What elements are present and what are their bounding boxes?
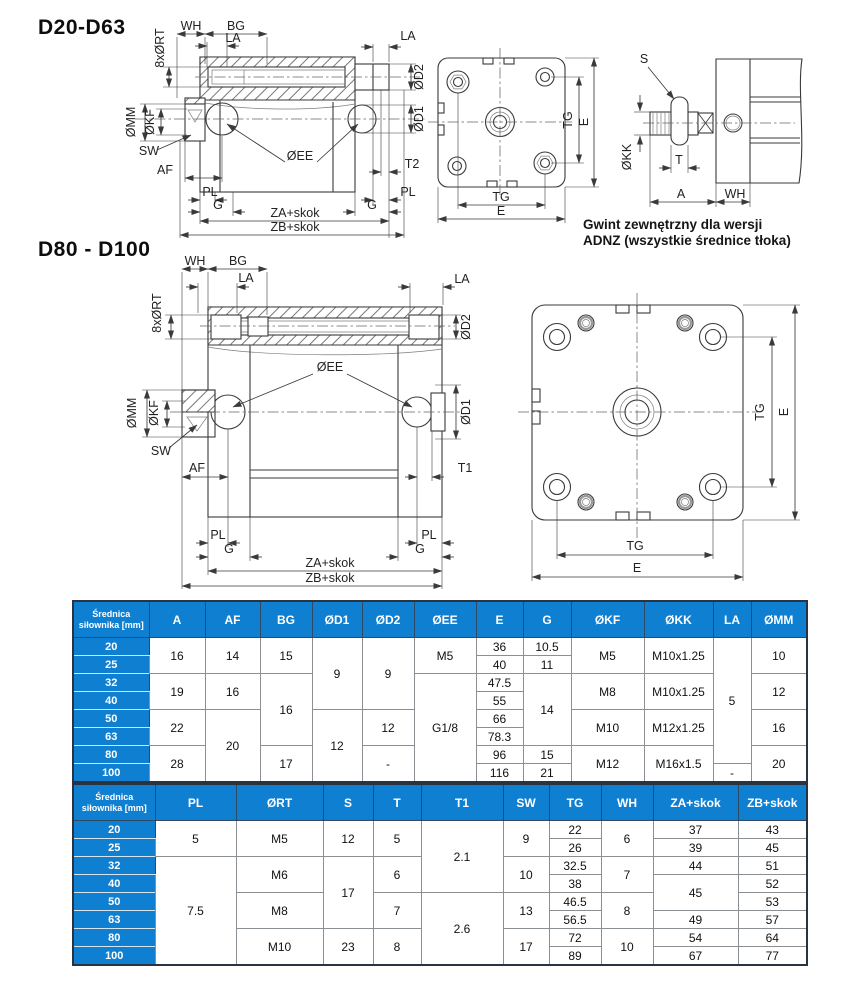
value-cell: 44	[653, 857, 738, 875]
column-header: LA	[713, 601, 751, 638]
dim-label-e: E	[577, 117, 591, 127]
value-cell: 66	[476, 710, 523, 728]
dim-label-t2: T2	[404, 157, 420, 171]
dim-label-od1: ØD1	[412, 106, 426, 132]
value-cell: 2.1	[421, 821, 503, 893]
value-cell: 56.5	[549, 911, 601, 929]
dim-label-bg: BG	[226, 19, 246, 33]
dim-label-la: LA	[454, 272, 470, 286]
column-header: E	[476, 601, 523, 638]
value-cell: 46.5	[549, 893, 601, 911]
dim-label-sw: SW	[138, 144, 160, 158]
value-cell: M12x1.25	[644, 710, 713, 746]
dim-label-pl: PL	[210, 528, 226, 542]
dim-label-g: G	[367, 198, 377, 212]
value-cell: 5	[713, 638, 751, 764]
value-cell: 51	[738, 857, 807, 875]
row-header-diameter: 63	[73, 911, 155, 929]
value-cell: 21	[523, 764, 571, 783]
value-cell: 12	[323, 821, 373, 857]
column-header-diameter: Średnica siłownika [mm]	[73, 784, 155, 821]
dim-label-od2: ØD2	[459, 314, 473, 340]
value-cell: 2.6	[421, 893, 503, 966]
value-cell: 36	[476, 638, 523, 656]
section-title-d80-d100: D80 - D100	[38, 238, 151, 261]
value-cell: 9	[362, 638, 414, 710]
value-cell: 10	[751, 638, 807, 674]
dim-label-t: T	[675, 153, 683, 167]
dim-label-g: G	[213, 198, 223, 212]
value-cell: 116	[476, 764, 523, 783]
value-cell: 16	[149, 638, 205, 674]
d20-d63-end-view	[425, 45, 610, 235]
d80-d100-end-view	[515, 290, 825, 590]
dim-label-oee: ØEE	[286, 149, 314, 163]
dim-label-za: ZA+skok	[305, 556, 355, 570]
dim-label-wh: WH	[180, 19, 202, 33]
value-cell: 15	[523, 746, 571, 764]
column-header: ØD1	[312, 601, 362, 638]
row-header-diameter: 20	[73, 821, 155, 839]
value-cell: 16	[751, 710, 807, 746]
value-cell: M10x1.25	[644, 638, 713, 674]
value-cell: 32.5	[549, 857, 601, 875]
column-header: T	[373, 784, 421, 821]
dim-label-la: LA	[225, 31, 241, 45]
row-header-diameter: 25	[73, 839, 155, 857]
column-header: ØMM	[751, 601, 807, 638]
dim-label-zb: ZB+skok	[270, 220, 320, 234]
dim-label-e: E	[632, 561, 642, 575]
value-cell: 17	[323, 857, 373, 929]
value-cell: 16	[205, 674, 260, 710]
column-header: TG	[549, 784, 601, 821]
value-cell: 38	[549, 875, 601, 893]
dim-label-wh: WH	[184, 254, 206, 268]
value-cell: 8	[373, 929, 421, 966]
cylinder-body	[170, 307, 460, 517]
value-cell: 40	[476, 656, 523, 674]
value-cell: M12	[571, 746, 644, 783]
dim-label-tg: TG	[492, 190, 510, 204]
d20-d63-section-drawing	[115, 12, 445, 260]
dim-label-omm: ØMM	[124, 106, 138, 138]
dim-label-za: ZA+skok	[270, 206, 320, 220]
row-header-diameter: 20	[73, 638, 149, 656]
value-cell: 7	[601, 857, 653, 893]
column-header: T1	[421, 784, 503, 821]
value-cell: 43	[738, 821, 807, 839]
adnz-caption-line2: ADNZ (wszystkie średnice tłoka)	[583, 233, 791, 249]
column-header: S	[323, 784, 373, 821]
value-cell: 22	[549, 821, 601, 839]
adnz-caption	[583, 217, 823, 250]
value-cell: M16x1.5	[644, 746, 713, 783]
dim-label-la: LA	[238, 271, 254, 285]
value-cell: 11	[523, 656, 571, 674]
value-cell: 8	[601, 893, 653, 929]
value-cell: 55	[476, 692, 523, 710]
row-header-diameter: 80	[73, 746, 149, 764]
row-header-diameter: 40	[73, 692, 149, 710]
value-cell: 45	[738, 839, 807, 857]
section-title-d20-d63: D20-D63	[38, 16, 126, 39]
adnz-caption-line1: Gwint zewnętrzny dla wersji	[583, 217, 763, 232]
row-header-diameter: 63	[73, 728, 149, 746]
value-cell: 57	[738, 911, 807, 929]
dim-label-af: AF	[157, 163, 173, 177]
dim-label-oee: ØEE	[316, 360, 344, 374]
row-header-diameter: 50	[73, 893, 155, 911]
column-header: ØEE	[414, 601, 476, 638]
value-cell: 47.5	[476, 674, 523, 692]
value-cell: 77	[738, 947, 807, 966]
value-cell: 20	[205, 710, 260, 783]
column-header: AF	[205, 601, 260, 638]
row-header-diameter: 100	[73, 947, 155, 966]
value-cell: 9	[312, 638, 362, 710]
column-header: SW	[503, 784, 549, 821]
value-cell: 7	[373, 893, 421, 929]
column-header: ZB+skok	[738, 784, 807, 821]
table-row	[73, 821, 807, 839]
dim-label-8xort: 8xØRT	[153, 28, 167, 68]
value-cell: 28	[149, 746, 205, 783]
value-cell: 5	[373, 821, 421, 857]
d80-d100-section-drawing	[115, 255, 485, 595]
dim-label-a: A	[676, 187, 686, 201]
dim-label-af: AF	[189, 461, 205, 475]
row-header-diameter: 32	[73, 674, 149, 692]
column-header: BG	[260, 601, 312, 638]
value-cell: 37	[653, 821, 738, 839]
value-cell: 89	[549, 947, 601, 966]
dim-label-8xort: 8xØRT	[150, 293, 164, 333]
dim-label-tg: TG	[561, 111, 575, 129]
column-header: G	[523, 601, 571, 638]
value-cell: M10x1.25	[644, 674, 713, 710]
dim-label-g: G	[415, 542, 425, 556]
value-cell: 10.5	[523, 638, 571, 656]
value-cell: 26	[549, 839, 601, 857]
end-cap-outline	[428, 48, 572, 195]
column-header: PL	[155, 784, 236, 821]
adnz-thread-detail-drawing	[615, 45, 825, 215]
value-cell: 45	[653, 875, 738, 911]
table-row	[73, 638, 807, 656]
value-cell: 23	[323, 929, 373, 966]
value-cell: 7.5	[155, 857, 236, 966]
column-header: A	[149, 601, 205, 638]
value-cell: 67	[653, 947, 738, 966]
value-cell: 19	[149, 674, 205, 710]
value-cell: G1/8	[414, 674, 476, 783]
row-header-diameter: 100	[73, 764, 149, 783]
dim-label-e: E	[496, 204, 506, 218]
value-cell: M8	[571, 674, 644, 710]
value-cell: 6	[601, 821, 653, 857]
dim-label-s: S	[639, 52, 649, 66]
dim-label-zb: ZB+skok	[305, 571, 355, 585]
column-header: ØKK	[644, 601, 713, 638]
value-cell: 53	[738, 893, 807, 911]
value-cell: 22	[149, 710, 205, 746]
dim-label-od1: ØD1	[459, 399, 473, 425]
dimensions-table-1	[72, 600, 808, 783]
dim-label-omm: ØMM	[125, 397, 139, 429]
dim-label-od2: ØD2	[412, 64, 426, 90]
value-cell: 17	[260, 746, 312, 783]
value-cell: 78.3	[476, 728, 523, 746]
dim-label-tg: TG	[753, 403, 767, 421]
value-cell: 54	[653, 929, 738, 947]
value-cell: 5	[155, 821, 236, 857]
column-header-diameter: Średnica siłownika [mm]	[73, 601, 149, 638]
row-header-diameter: 40	[73, 875, 155, 893]
value-cell: M8	[236, 893, 323, 929]
value-cell: 15	[260, 638, 312, 674]
end-cap-outline	[518, 293, 758, 542]
column-header: ØRT	[236, 784, 323, 821]
dim-label-okk: ØKK	[620, 143, 634, 171]
dimensions-table-2	[72, 783, 808, 966]
value-cell: -	[362, 746, 414, 783]
value-cell: 10	[503, 857, 549, 893]
dim-label-e: E	[777, 407, 791, 417]
value-cell: 14	[523, 674, 571, 746]
dim-label-tg: TG	[626, 539, 644, 553]
row-header-diameter: 80	[73, 929, 155, 947]
value-cell: 10	[601, 929, 653, 966]
header-row	[73, 784, 807, 821]
value-cell: 12	[362, 710, 414, 746]
value-cell: 9	[503, 821, 549, 857]
thread-detail	[643, 59, 802, 183]
dim-label-la: LA	[400, 29, 416, 43]
dim-label-g: G	[224, 542, 234, 556]
value-cell: 6	[373, 857, 421, 893]
value-cell: M5	[571, 638, 644, 674]
value-cell: M10	[236, 929, 323, 966]
value-cell: -	[713, 764, 751, 783]
dim-label-sw: SW	[150, 444, 172, 458]
value-cell: M10	[571, 710, 644, 746]
header-row	[73, 601, 807, 638]
value-cell: 12	[312, 710, 362, 783]
dim-label-okf: ØKF	[143, 109, 157, 135]
value-cell: 17	[503, 929, 549, 966]
value-cell: 52	[738, 875, 807, 893]
dim-label-okf: ØKF	[147, 400, 161, 426]
value-cell: 14	[205, 638, 260, 674]
dim-label-bg: BG	[228, 254, 248, 268]
table-row	[73, 674, 807, 692]
column-header: WH	[601, 784, 653, 821]
value-cell: 96	[476, 746, 523, 764]
column-header: ØKF	[571, 601, 644, 638]
value-cell: 20	[751, 746, 807, 783]
cylinder-body	[135, 57, 427, 192]
value-cell: 13	[503, 893, 549, 929]
value-cell: 49	[653, 911, 738, 929]
value-cell: M5	[236, 821, 323, 857]
value-cell: 12	[751, 674, 807, 710]
dim-label-wh: WH	[724, 187, 746, 201]
column-header: ZA+skok	[653, 784, 738, 821]
value-cell: 39	[653, 839, 738, 857]
row-header-diameter: 32	[73, 857, 155, 875]
value-cell: M6	[236, 857, 323, 893]
dim-label-pl: PL	[421, 528, 437, 542]
row-header-diameter: 50	[73, 710, 149, 728]
dim-label-pl: PL	[400, 185, 416, 199]
value-cell: 16	[260, 674, 312, 746]
dim-label-t1: T1	[457, 461, 473, 475]
row-header-diameter: 25	[73, 656, 149, 674]
dim-label-pl: PL	[202, 185, 218, 199]
column-header: ØD2	[362, 601, 414, 638]
value-cell: 72	[549, 929, 601, 947]
value-cell: 64	[738, 929, 807, 947]
value-cell: M5	[414, 638, 476, 674]
